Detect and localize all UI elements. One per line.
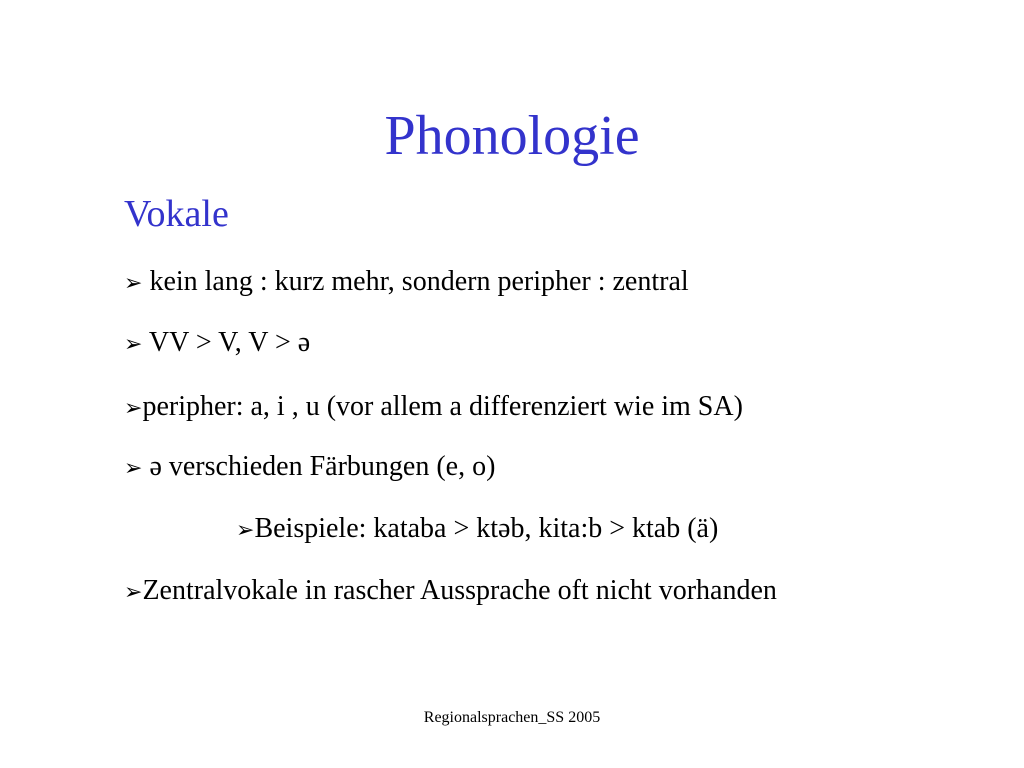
arrow-bullet-icon: ➢	[124, 456, 143, 481]
section-heading: Vokale	[124, 193, 229, 235]
slide-title: Phonologie	[384, 105, 640, 167]
arrow-bullet-icon: ➢	[124, 271, 143, 296]
bullet-text: Beispiele: kataba > ktəb, kita:b > ktab (ä)	[254, 513, 719, 544]
arrow-bullet-icon: ➢	[124, 332, 143, 357]
sub-bullet-item	[236, 512, 718, 548]
bullet-item	[124, 265, 689, 301]
bullet-item	[124, 450, 495, 486]
bullet-text: kein lang : kurz mehr, sondern peripher : zentral	[142, 266, 689, 297]
arrow-bullet-icon: ➢	[124, 396, 143, 421]
arrow-bullet-icon: ➢	[236, 518, 255, 543]
bullet-text: ə verschieden Färbungen (e, o)	[142, 451, 496, 482]
bullet-item	[124, 390, 743, 426]
arrow-bullet-icon: ➢	[124, 580, 143, 605]
bullet-text: peripher: a, i , u (vor allem a differenziert wie im SA)	[142, 391, 743, 422]
slide-footer: Regionalsprachen_SS 2005	[423, 709, 601, 726]
bullet-text: Zentralvokale in rascher Aussprache oft nicht vorhanden	[142, 575, 777, 606]
bullet-item	[124, 326, 310, 362]
bullet-text: VV > V, V > ə	[142, 327, 311, 358]
bullet-item	[124, 574, 777, 610]
